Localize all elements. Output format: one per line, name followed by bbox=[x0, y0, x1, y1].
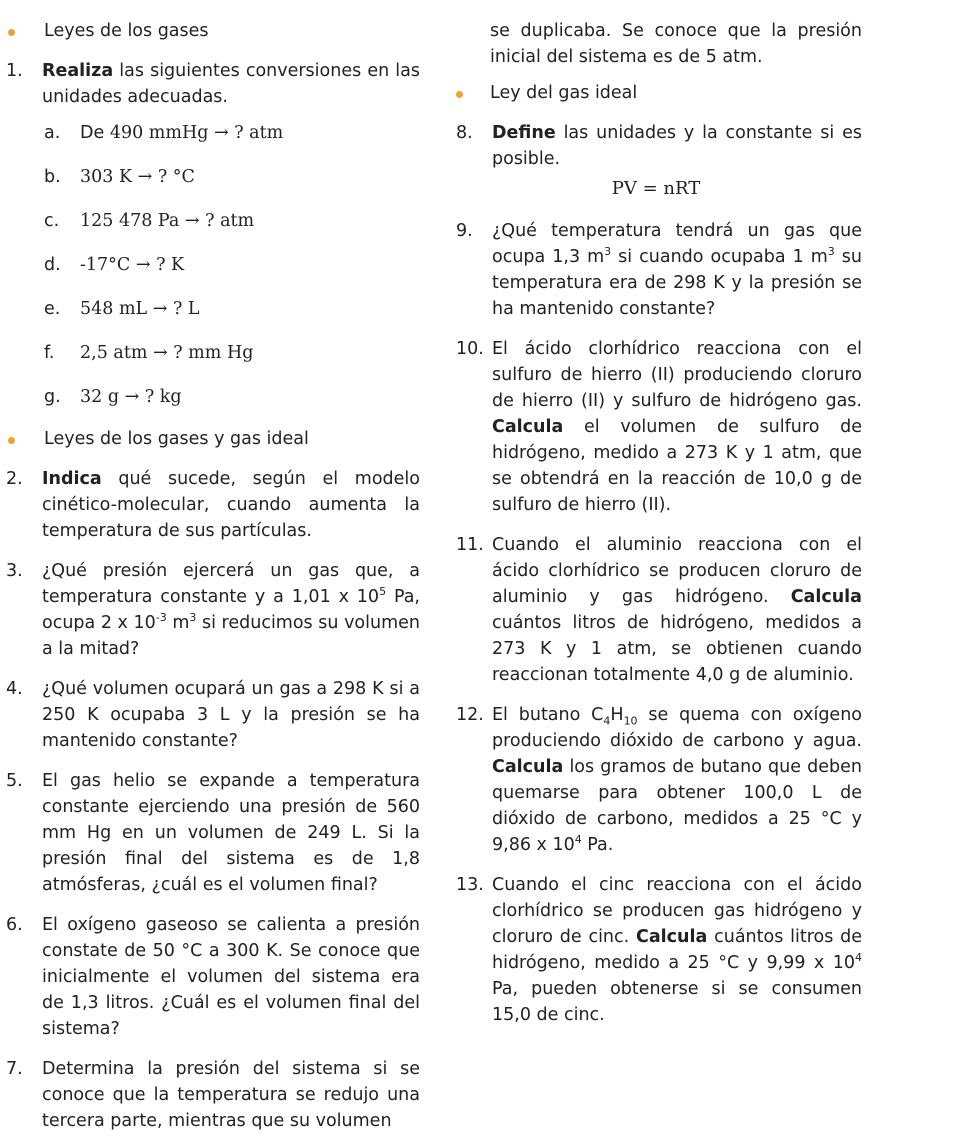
question-4: 4. ¿Qué volumen ocupará un gas a 298 K si a 250 K ocupaba 3 L y la presión se ha mantenido constante? bbox=[6, 679, 420, 751]
left-column bbox=[0, 18, 420, 1148]
ideal-gas-equation: PV = nRT bbox=[611, 178, 701, 199]
conversion-item: d. -17°C → ? K bbox=[44, 255, 185, 275]
bullet-icon bbox=[8, 29, 15, 36]
conversion-item: b. 303 K → ? °C bbox=[44, 167, 195, 187]
conversion-item: f. 2,5 atm → ? mm Hg bbox=[44, 343, 254, 363]
question-5: 5. El gas helio se expande a temperatura constante ejerciendo una presión de 560 mm Hg en un volumen de 249 L. Si la presión final del sistema es de 1,8 atmósferas, ¿cuál es el volumen final? bbox=[6, 771, 420, 895]
question-2: 2. Indica qué sucede, según el modelo cinético-molecular, cuando aumenta la temperatura de sus partículas. bbox=[6, 469, 420, 541]
question-8: 8. Define las unidades y la constante si es posible. bbox=[456, 123, 862, 169]
section-heading-gas-laws: Leyes de los gases bbox=[0, 18, 420, 44]
question-9: 9. ¿Qué temperatura tendrá un gas que ocupa 1,3 $m^3$ si cuando ocupaba 1 $m^3$ su temperatura era de 298 K y la presión se ha mantenido constante? bbox=[456, 221, 862, 319]
question-11: 11. Cuando el aluminio reacciona con el ácido clorhídrico se producen cloruro de aluminio y gas hidrógeno. Calcula cuántos litros de hidrógeno, medidos a 273 K y 1 atm, se obtienen cuando reaccionan totalmente 4,0 g de aluminio. bbox=[456, 535, 862, 685]
question-10: 10. El ácido clorhídrico reacciona con el sulfuro de hierro (II) produciendo cloruro de hierro (II) y sulfuro de hidrógeno gas. Calcula el volumen de sulfuro de hidrógeno, medido a 273 K y 1 atm, que se obtendrá en la reacción de 10,0 g de sulfuro de hierro (II). bbox=[456, 339, 862, 515]
conversion-list bbox=[0, 120, 420, 428]
question-1: 1. Realiza las siguientes conversiones en las unidades adecuadas. bbox=[6, 61, 420, 107]
question-3: 3. ¿Qué presión ejercerá un gas que, a temperatura constante y a 1,01 x $10^5$ Pa, ocupa 2 x $10^{-3}$ $m^3$ si reducimos su volumen a la mitad? bbox=[6, 561, 421, 659]
conversion-item: g. 32 g → ? kg bbox=[44, 387, 182, 407]
section-heading-gas-laws-ideal: Leyes de los gases y gas ideal bbox=[0, 426, 420, 452]
bullet-icon bbox=[8, 437, 15, 444]
conversion-item: e. 548 mL → ? L bbox=[44, 299, 200, 319]
question-7-continued: se duplicaba. Se conoce que la presión inicial del sistema es de 5 atm. bbox=[490, 21, 862, 67]
question-6: 6. El oxígeno gaseoso se calienta a presión constate de 50 °C a 300 K. Se conoce que inicialmente el volumen del sistema era de 1,3 litros. ¿Cuál es el volumen final del sistema? bbox=[6, 915, 420, 1039]
question-12: 12. El butano $C_4H_{10}$ se quema con oxígeno produciendo dióxido de carbono y agua. Calcula los gramos de butano que deben quemarse para obtener 100,0 L de dióxido de carbono, medidos a 25 °C y 9,86 x $10^4$ Pa. bbox=[456, 705, 862, 855]
right-column bbox=[450, 18, 862, 1042]
question-7: 7. Determina la presión del sistema si se conoce que la temperatura se redujo una tercera parte, mientras que su volumen bbox=[6, 1059, 420, 1131]
bullet-icon bbox=[456, 91, 463, 98]
question-13: 13. Cuando el cinc reacciona con el ácido clorhídrico se producen gas hidrógeno y cloruro de cinc. Calcula cuántos litros de hidrógeno, medido a 25 °C y 9,99 x $10^4$ Pa, pueden obtenerse si se consumen 15,0 de cinc. bbox=[456, 875, 862, 1025]
section-heading-ideal-gas-law: Ley del gas ideal bbox=[450, 80, 862, 106]
conversion-item: a. De 490 mmHg → ? atm bbox=[44, 123, 284, 143]
conversion-item: c. 125 478 Pa → ? atm bbox=[44, 211, 255, 231]
